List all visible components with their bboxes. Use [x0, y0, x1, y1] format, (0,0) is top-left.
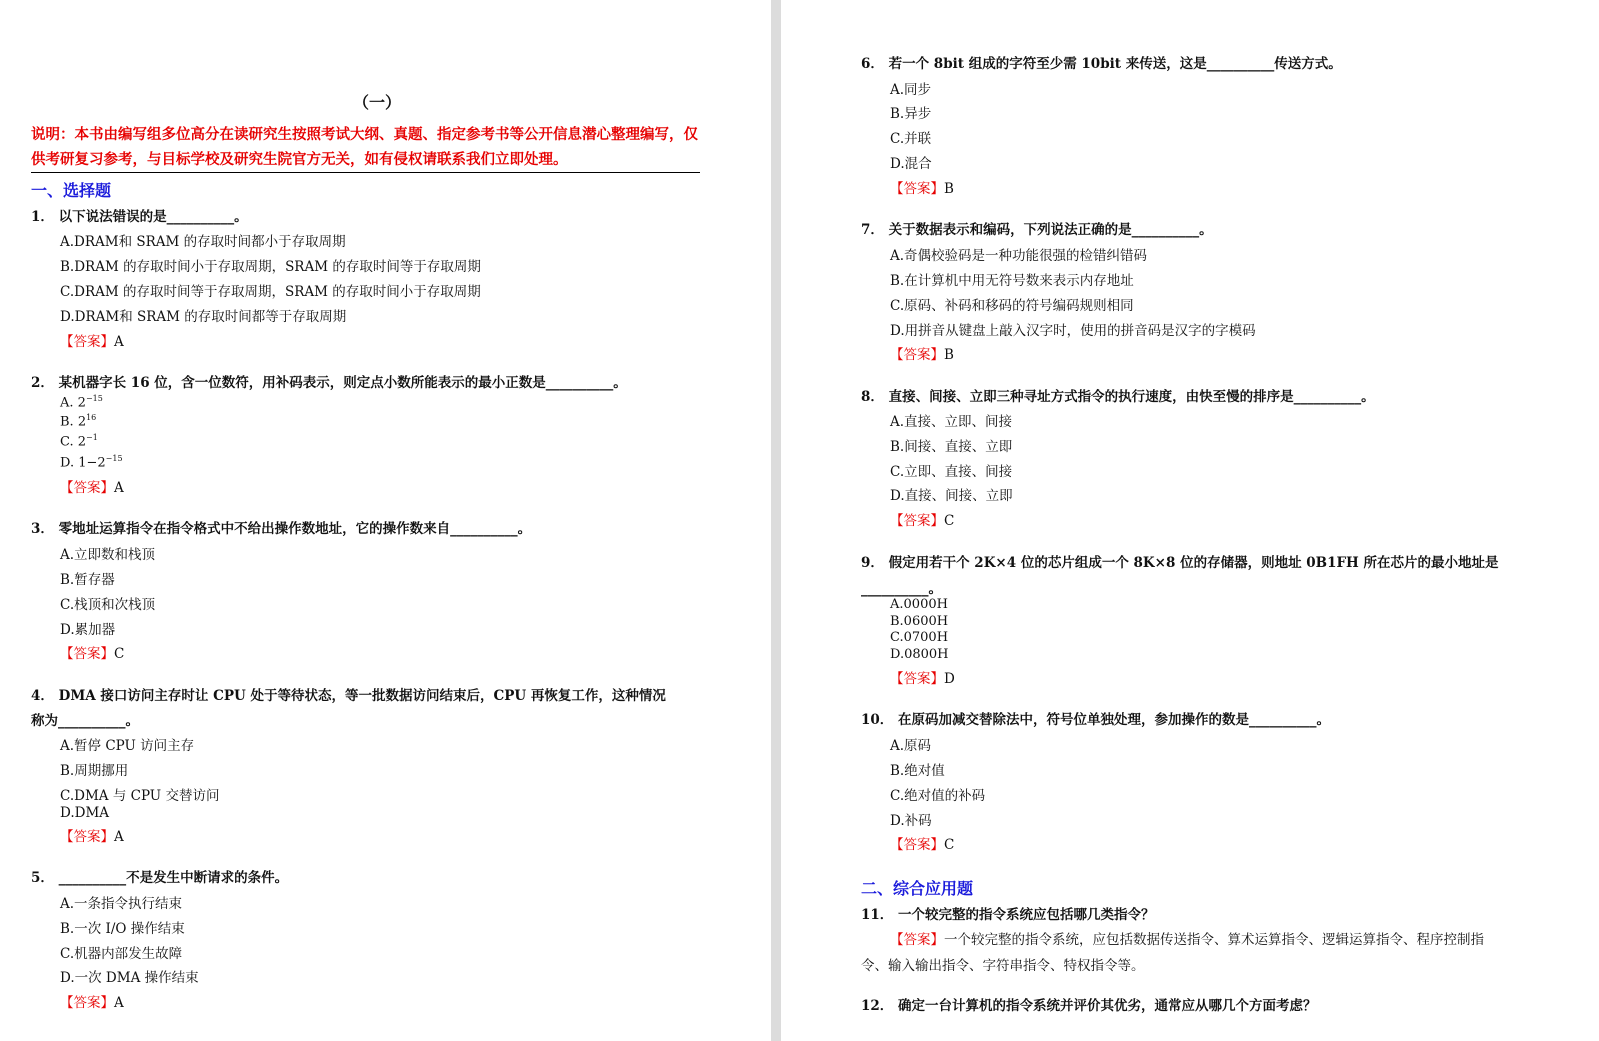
answer-label: 【答案】: [890, 671, 944, 687]
question-number: 3．: [31, 521, 54, 537]
option-c: C.DMA 与 CPU 交替访问: [60, 788, 220, 804]
option-c: C.原码、补码和移码的符号编码规则相同: [890, 298, 1134, 314]
option-c: C.栈顶和次栈顶: [60, 597, 156, 613]
question-1: [31, 205, 248, 225]
answer-label: 【答案】: [60, 829, 114, 845]
option-c: C. $2^{-1}$: [60, 433, 98, 450]
question-number: 2．: [31, 375, 54, 391]
option-c: C.0700H: [890, 630, 949, 645]
question-number: 11．: [861, 907, 894, 923]
question-11: [861, 903, 1155, 923]
option-d: D.补码: [890, 813, 932, 829]
option-a: A.同步: [890, 82, 932, 98]
question-10: [861, 708, 1330, 728]
option-d: D.一次 DMA 操作结束: [60, 970, 199, 986]
answer-line: [60, 330, 124, 350]
question-number: 10．: [861, 712, 894, 728]
option-c: C.绝对值的补码: [890, 788, 986, 804]
option-d: D.DMA: [60, 805, 110, 821]
question-3: [31, 517, 531, 537]
question-5: [31, 866, 288, 886]
question-number: 8．: [861, 389, 884, 405]
question-text: DMA 接口访问主存时让 CPU 处于等待状态，等一批数据访问结束后，CPU 再恢复工作，这种情况: [58, 688, 666, 704]
question-number: 5．: [31, 870, 54, 886]
answer-label: 【答案】: [890, 347, 944, 363]
option-b: B.异步: [890, 106, 932, 122]
question-number: 4．: [31, 688, 54, 704]
answer-line: [890, 177, 954, 197]
question-number: 7．: [861, 222, 884, 238]
question-2: [31, 371, 627, 391]
option-d: D.直接、间接、立即: [890, 488, 1013, 504]
option-b: B.0600H: [890, 614, 949, 629]
option-d: D. $1-2^{-15}$: [60, 454, 123, 471]
answer-value: C: [944, 513, 955, 529]
question-number: 1．: [31, 209, 54, 225]
document-title: （一）: [353, 93, 402, 112]
option-d: D.混合: [890, 156, 932, 172]
answer-value: A: [114, 480, 124, 496]
option-b: B. $2^{16}$: [60, 413, 97, 430]
option-a: A.立即数和栈顶: [60, 547, 156, 563]
question-12: [861, 994, 1317, 1014]
answer-line: [60, 825, 124, 845]
answer-text: 一个较完整的指令系统，应包括数据传送指令、算术运算指令、逻辑运算指令、程序控制指: [944, 932, 1484, 948]
option-a: A.原码: [890, 738, 932, 754]
option-c: C.并联: [890, 131, 932, 147]
option-a: A.奇偶校验码是一种功能很强的检错纠错码: [890, 248, 1148, 264]
disclaimer-notice: 说明：本书由编写组多位高分在读研究生按照考试大纲、真题、指定参考书等公开信息潜心整理编写，仅供考研复习参考，与目标学校及研究生院官方无关，如有侵权请联系我们立即处理。: [31, 126, 698, 168]
answer-label: 【答案】: [60, 995, 114, 1011]
option-d: D.用拼音从键盘上敲入汉字时，使用的拼音码是汉字的字模码: [890, 323, 1256, 339]
option-d: D.DRAM和 SRAM 的存取时间都等于存取周期: [60, 309, 347, 325]
option-a: A.一条指令执行结束: [60, 896, 183, 912]
answer-paragraph: [890, 928, 1484, 948]
answer-label: 【答案】: [60, 480, 114, 496]
answer-line: [890, 833, 954, 853]
question-text: 若一个 8bit 组成的字符至少需 10bit 来传送，这是__________传送方式。: [888, 56, 1342, 72]
answer-label: 【答案】: [890, 837, 944, 853]
left-page: [0, 0, 771, 1041]
question-4: [31, 684, 666, 704]
section-heading-choice: 一、选择题: [31, 181, 112, 200]
question-9: [861, 551, 1499, 571]
question-text: 假定用若干个 2K×4 位的芯片组成一个 8K×8 位的存储器，则地址 0B1FH 所在芯片的最小地址是: [888, 555, 1499, 571]
answer-value: B: [944, 181, 954, 197]
answer-line: [890, 509, 954, 529]
option-a: A. $2^{-15}$: [60, 394, 103, 411]
page-gutter: [771, 0, 781, 1041]
question-number: 9．: [861, 555, 884, 571]
question-text: 确定一台计算机的指令系统并评价其优劣，通常应从哪几个方面考虑？: [898, 998, 1317, 1014]
answer-value: D: [944, 671, 955, 687]
question-text: 在原码加减交替除法中，符号位单独处理，参加操作的数是__________。: [898, 712, 1330, 728]
option-d: D.累加器: [60, 622, 116, 638]
answer-value: A: [114, 334, 124, 350]
answer-line: [60, 642, 124, 662]
option-d: D.0800H: [890, 647, 949, 662]
option-b: B.DRAM 的存取时间小于存取周期，SRAM 的存取时间等于存取周期: [60, 259, 481, 275]
option-c: C.机器内部发生故障: [60, 946, 183, 962]
question-text: __________不是发生中断请求的条件。: [58, 870, 289, 886]
option-b: B.间接、直接、立即: [890, 439, 1013, 455]
option-a: A.DRAM和 SRAM 的存取时间都小于存取周期: [60, 234, 346, 250]
question-text: 直接、间接、立即三种寻址方式指令的执行速度，由快至慢的排序是__________。: [888, 389, 1375, 405]
answer-label: 【答案】: [60, 646, 114, 662]
answer-value: A: [114, 995, 124, 1011]
question-text: 零地址运算指令在指令格式中不给出操作数地址，它的操作数来自__________。: [58, 521, 532, 537]
option-b: B.暂存器: [60, 572, 115, 588]
answer-label: 【答案】: [890, 513, 944, 529]
answer-paragraph-continued: 令、输入输出指令、字符串指令、特权指令等。: [861, 958, 1145, 974]
option-c: C.立即、直接、间接: [890, 464, 1013, 480]
answer-value: C: [114, 646, 125, 662]
answer-line: [60, 991, 124, 1011]
answer-label: 【答案】: [890, 932, 944, 948]
question-number: 6．: [861, 56, 884, 72]
question-4-continued: 称为__________。: [31, 713, 139, 729]
option-b: B.一次 I/O 操作结束: [60, 921, 185, 937]
option-a: A.0000H: [890, 597, 948, 612]
option-c: C.DRAM 的存取时间等于存取周期，SRAM 的存取时间小于存取周期: [60, 284, 481, 300]
answer-value: B: [944, 347, 954, 363]
answer-line: [890, 343, 954, 363]
option-a: A.直接、立即、间接: [890, 414, 1013, 430]
answer-value: C: [944, 837, 955, 853]
answer-label: 【答案】: [890, 181, 944, 197]
answer-label: 【答案】: [60, 334, 114, 350]
question-8: [861, 385, 1375, 405]
question-6: [861, 52, 1342, 72]
right-page: [781, 0, 1599, 1041]
option-a: A.暂停 CPU 访问主存: [60, 738, 195, 754]
answer-line: [60, 476, 124, 496]
question-7: [861, 218, 1213, 238]
question-text: 一个较完整的指令系统应包括哪几类指令？: [898, 907, 1155, 923]
question-text: 以下说法错误的是__________。: [58, 209, 248, 225]
question-text: 某机器字长 16 位，含一位数符，用补码表示，则定点小数所能表示的最小正数是__________。: [58, 375, 627, 391]
option-b: B.绝对值: [890, 763, 945, 779]
section-heading-application: 二、综合应用题: [861, 879, 974, 898]
option-b: B.周期挪用: [60, 763, 129, 779]
section-divider: [31, 172, 700, 173]
question-text: 关于数据表示和编码，下列说法正确的是__________。: [888, 222, 1213, 238]
option-b: B.在计算机中用无符号数来表示内存地址: [890, 273, 1134, 289]
answer-value: A: [114, 829, 124, 845]
question-number: 12．: [861, 998, 894, 1014]
question-9-continued: __________。: [861, 581, 942, 597]
answer-line: [890, 667, 955, 687]
